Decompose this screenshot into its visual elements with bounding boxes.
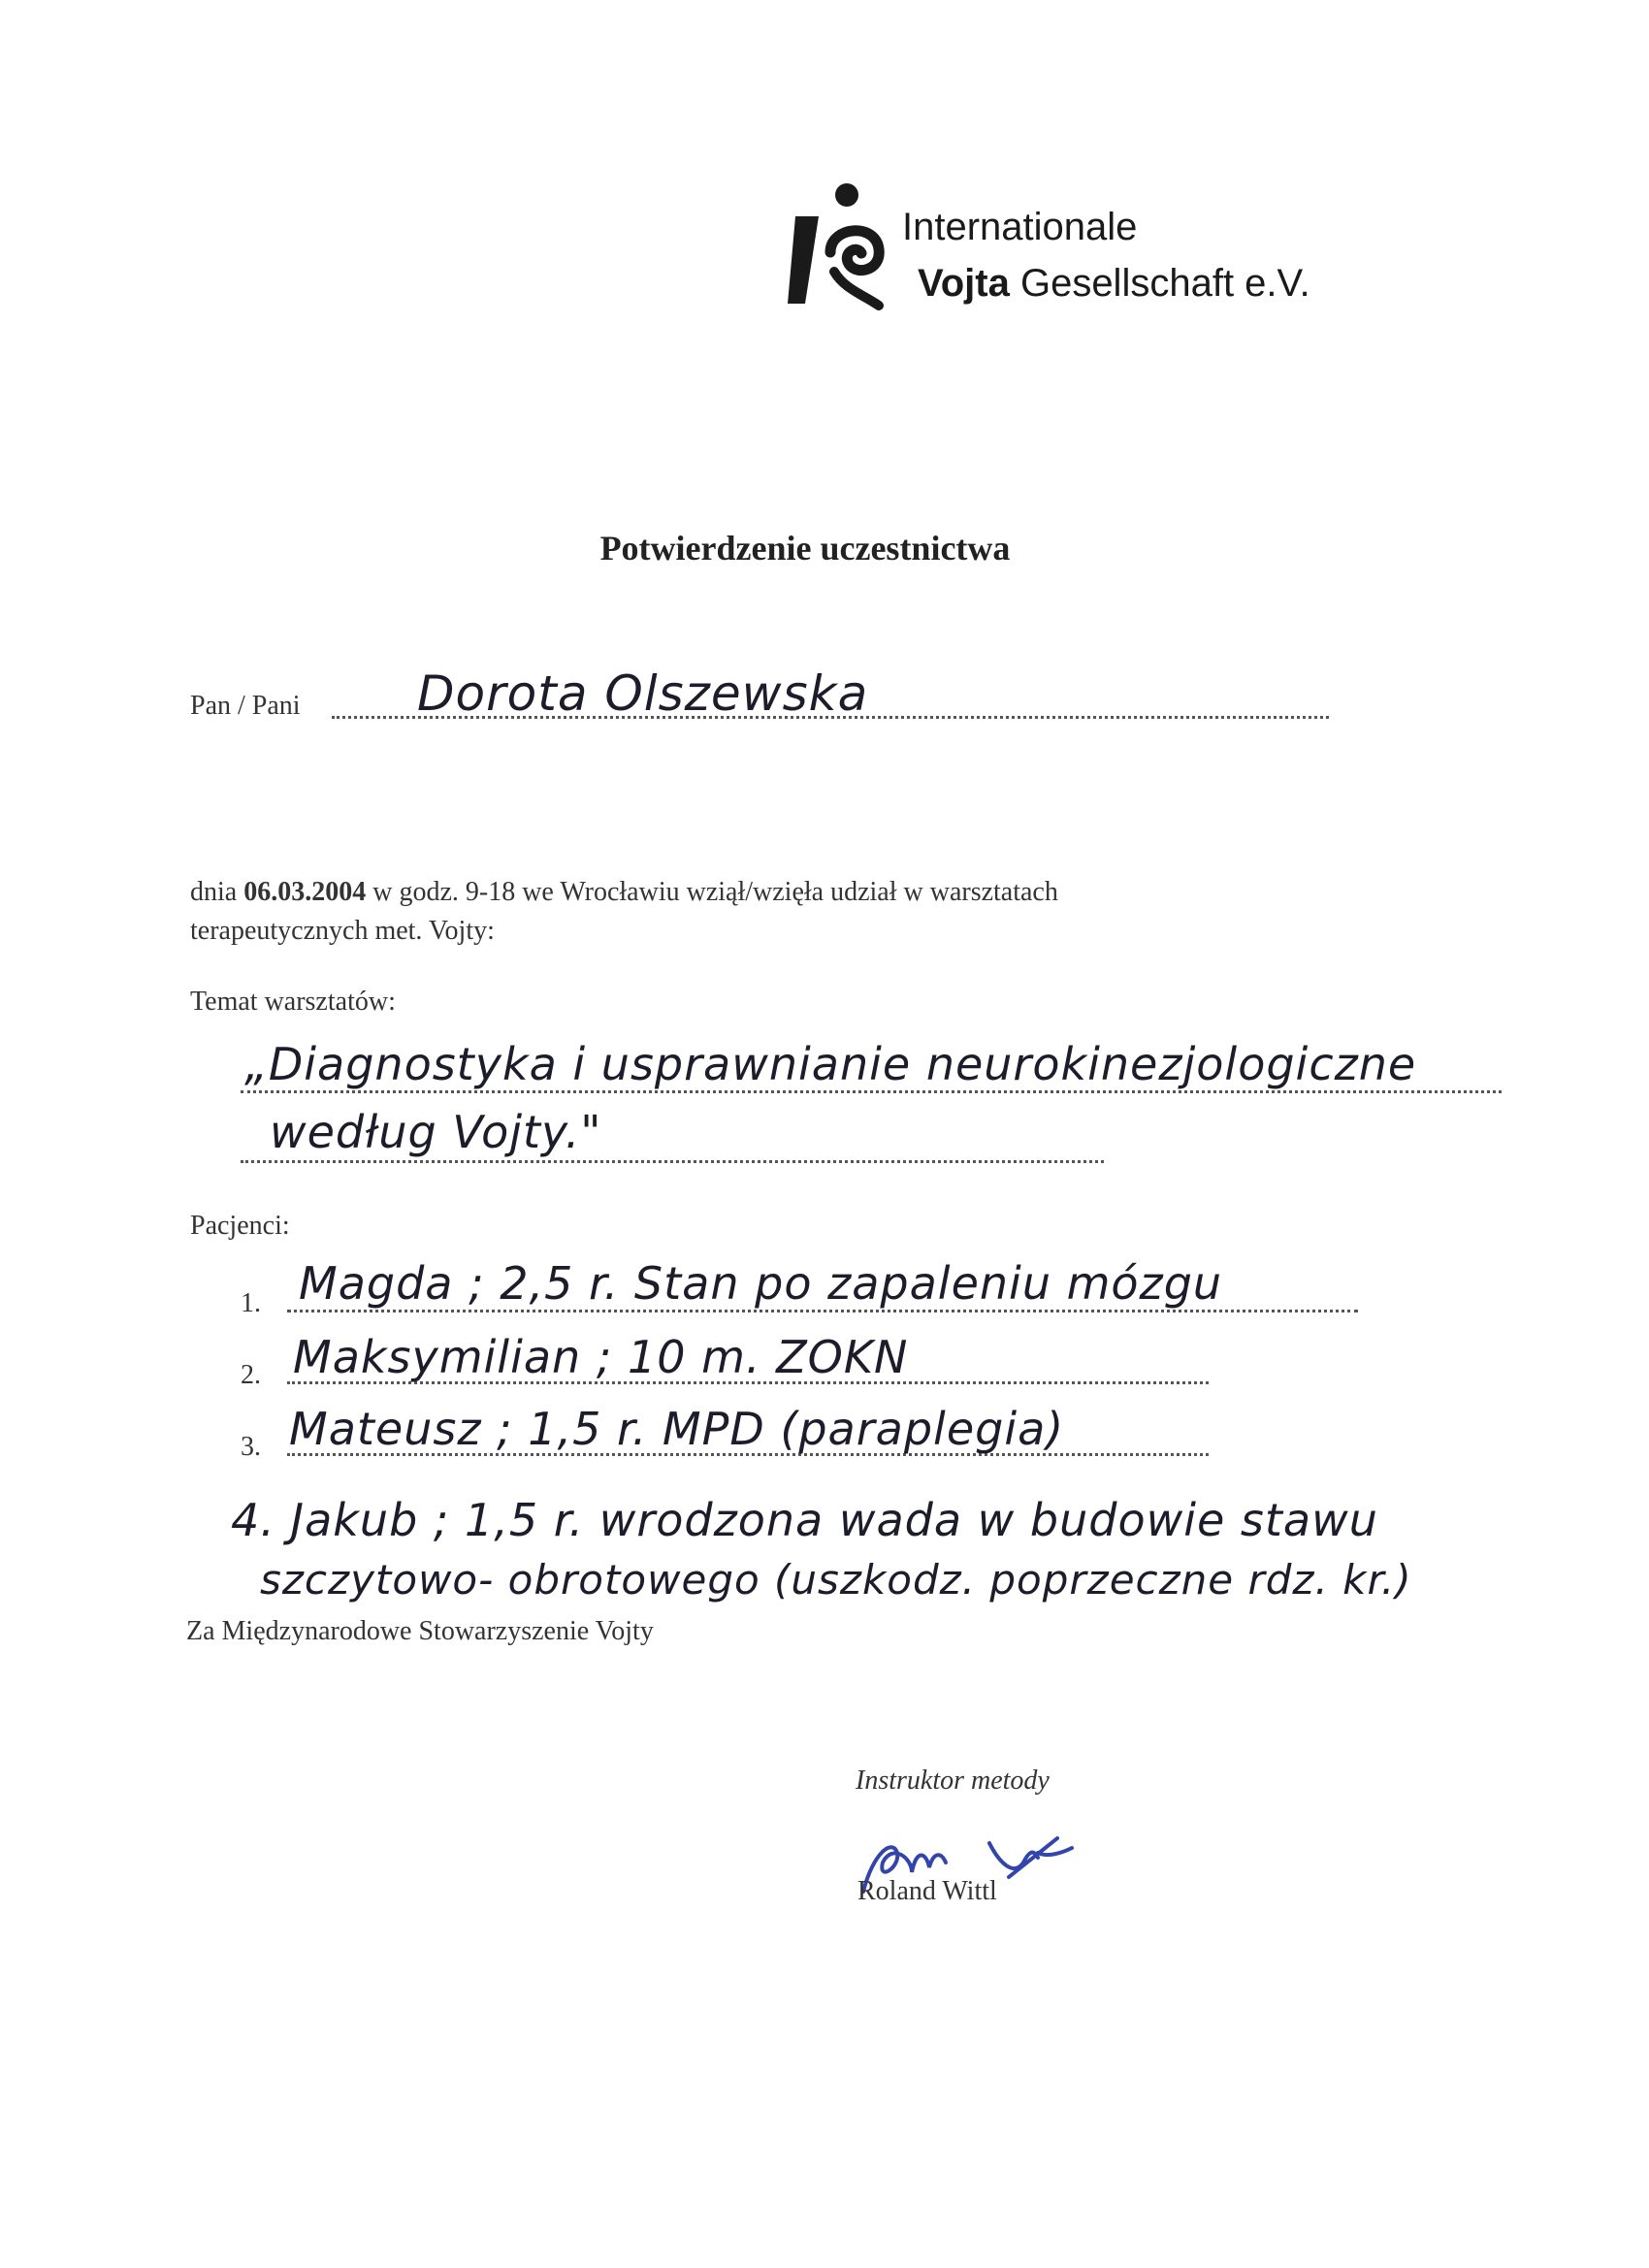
intro-line-2: terapeutycznych met. Vojty: [190,916,495,946]
intro-line-1 [190,877,1058,908]
patient-entry: Magda ; 2,5 r. Stan po zapaleniu mózgu [299,1257,1223,1310]
participant-label: Pan / Pani [190,691,301,721]
patient-number: 1. [241,1288,261,1318]
patient-dotted-line [287,1310,1358,1312]
patient-entry-continued: szczytowo- obrotowego (uszkodz. poprzeczne rdz. kr.) [260,1556,1412,1604]
patient-number: 4. [231,1494,275,1546]
document-title: Potwierdzenie uczestnictwa [599,529,1011,567]
topic-label: Temat warsztatów: [190,987,396,1017]
patient-entry: Mateusz ; 1,5 r. MPD (paraplegia) [289,1403,1065,1455]
patient-text: Jakub ; 1,5 r. wrodzona wada w budowie stawu [290,1494,1378,1546]
association-line: Za Międzynarodowe Stowarzyszenie Vojty [186,1616,654,1646]
patient-entry: Maksymilian ; 10 m. ZOKN [293,1331,909,1383]
topic-line-2: według Vojty." [270,1106,602,1158]
patient-number: 2. [241,1360,261,1390]
intro-time: w godz. 9-18 [372,877,516,907]
topic-line-1: „Diagnostyka i usprawnianie neurokinezjologiczne [244,1038,1417,1090]
topic-dotted-line-2 [241,1160,1104,1163]
logo-line-2 [918,262,1310,306]
instructor-name: Roland Wittl [857,1876,997,1906]
logo-line-1: Internationale [902,206,1138,248]
topic-dotted-line-1 [241,1090,1502,1093]
logo-line-2-bold: Vojta [918,262,1010,305]
intro-date: 06.03.2004 [243,877,367,907]
patients-label: Pacjenci: [190,1211,290,1241]
patient-entry [231,1494,1378,1546]
logo-line-2-rest: Gesellschaft e.V. [1019,262,1310,305]
instructor-label: Instruktor metody [856,1766,1050,1796]
participant-name: Dorota Olszewska [417,665,869,722]
intro-prefix: dnia [190,877,238,907]
vojta-logo-icon [784,179,895,310]
patient-number: 3. [241,1432,261,1462]
intro-rest: we Wrocławiu wziął/wzięła udział w warsztatach [522,877,1058,907]
